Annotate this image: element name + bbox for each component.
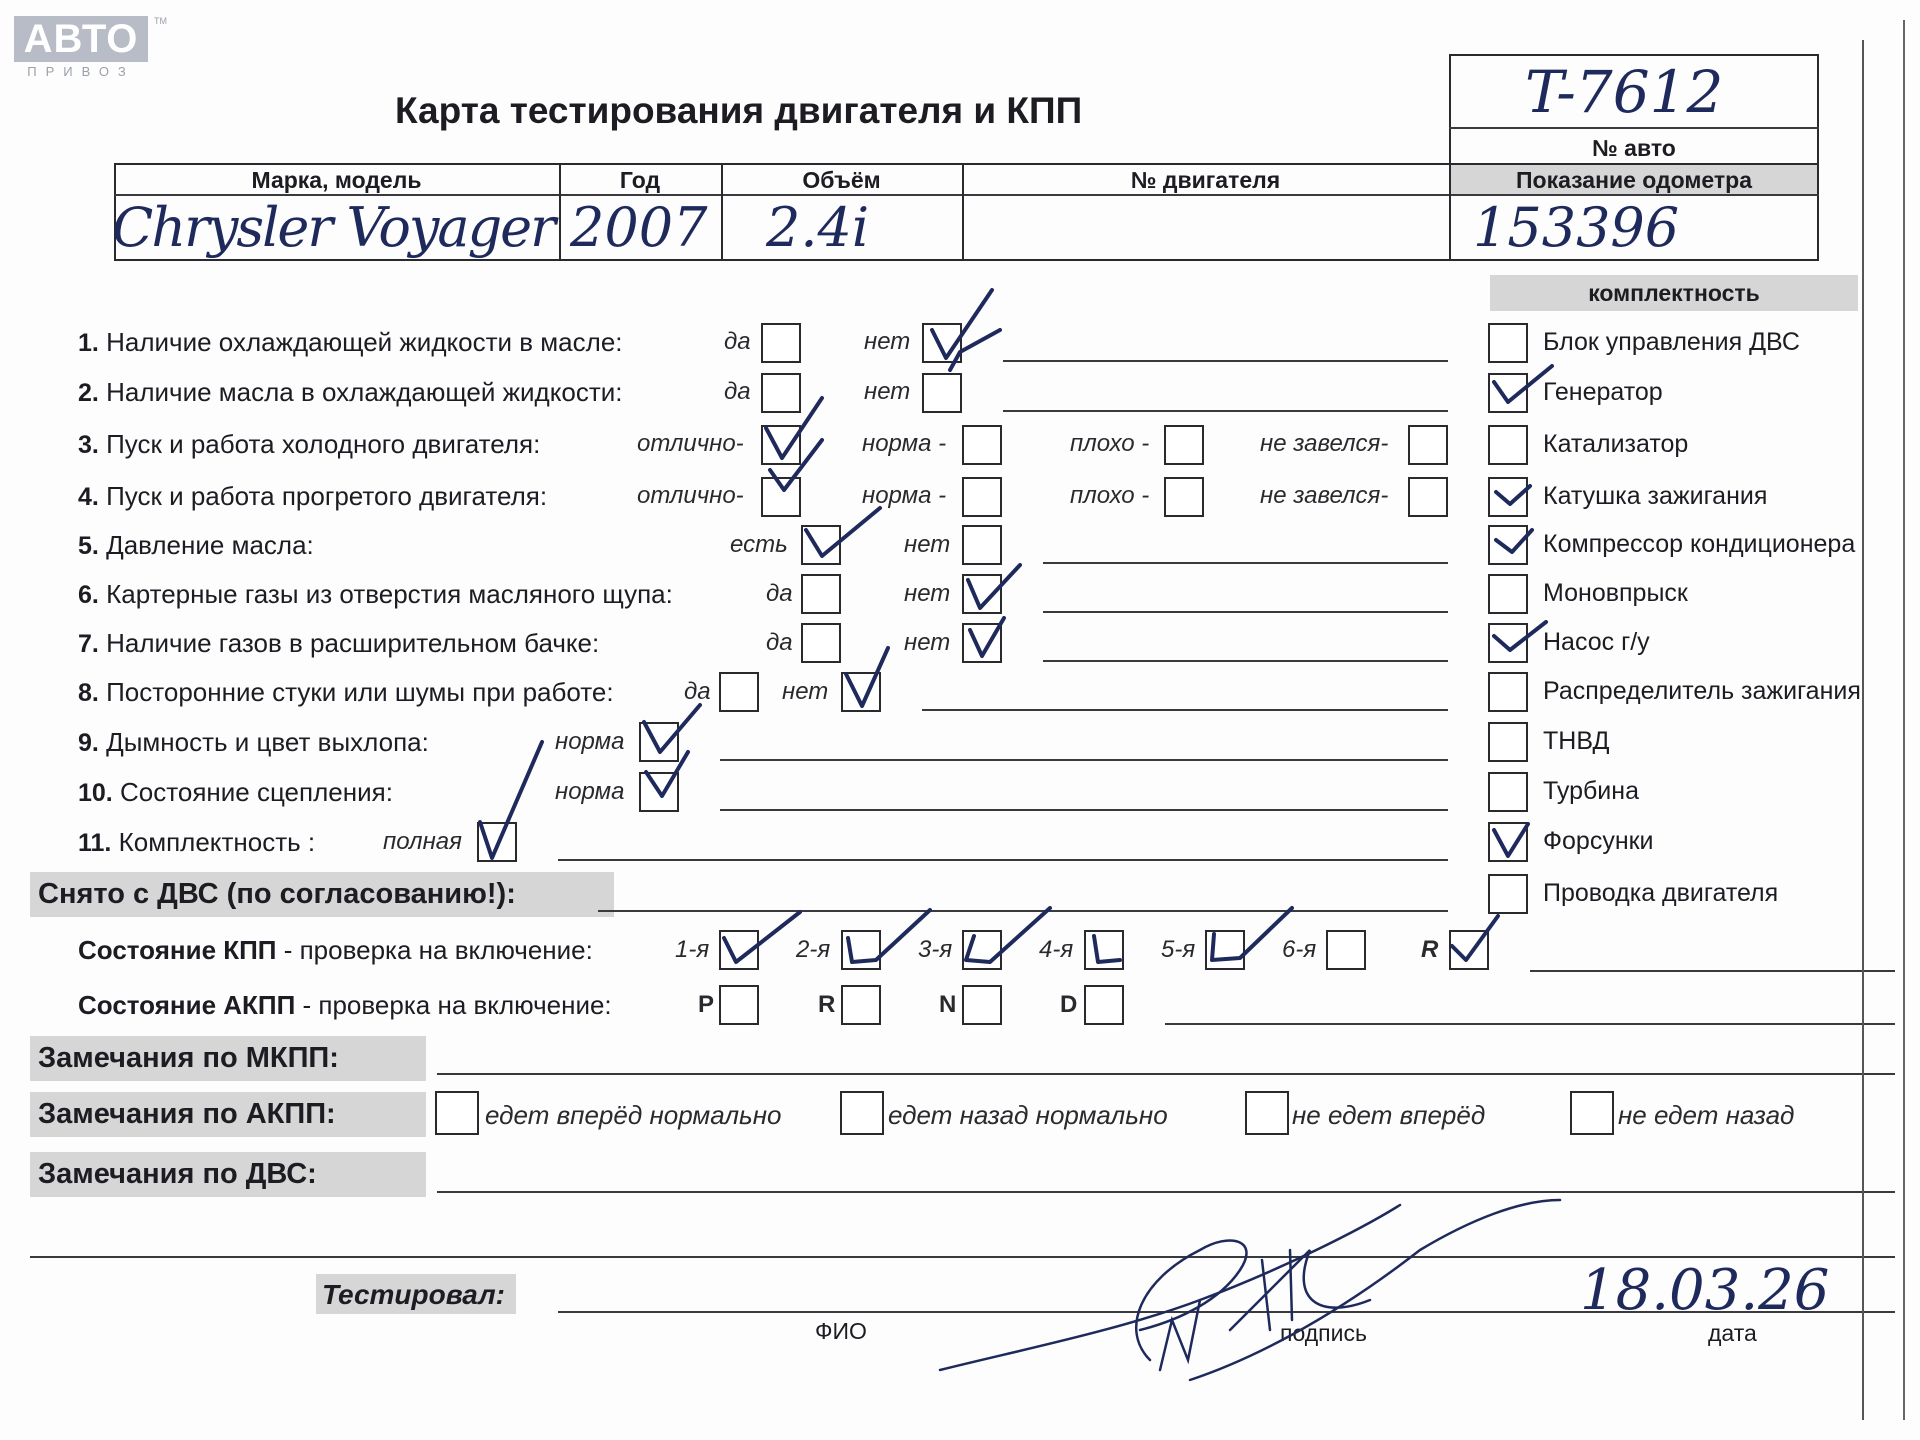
checkbox-akpp-n[interactable]: [962, 985, 1002, 1025]
remarks-dvs-line: [437, 1191, 1895, 1193]
checkbox-kompl-8[interactable]: [1488, 672, 1528, 712]
option-label: нет: [904, 580, 951, 607]
akpp-label-rest: - проверка на включение:: [295, 990, 612, 1020]
gear-label: 4-я: [1039, 936, 1074, 963]
checkbox-q8-no[interactable]: [841, 672, 881, 712]
kompl-item: Блок управления ДВС: [1543, 328, 1800, 356]
checkbox-q4-excellent[interactable]: [761, 477, 801, 517]
question-10: [78, 777, 393, 808]
option-label: плохо -: [1070, 482, 1150, 509]
kpp-label-rest: - проверка на включение:: [276, 935, 593, 965]
question-7: [78, 628, 599, 659]
q6-remark-line: [1043, 611, 1448, 613]
checkbox-kompl-2[interactable]: [1488, 373, 1528, 413]
kompl-item: Катализатор: [1543, 430, 1689, 458]
option-label: нет: [782, 678, 829, 705]
date-label: дата: [1708, 1320, 1757, 1346]
checkbox-gear-6[interactable]: [1326, 930, 1366, 970]
kompl-item: Проводка двигателя: [1543, 879, 1779, 907]
kompl-item: Насос г/у: [1543, 628, 1650, 656]
akpp-gear-label: N: [939, 991, 957, 1018]
option-label: нет: [904, 531, 951, 558]
checkbox-q1-yes[interactable]: [761, 323, 801, 363]
question-8: [78, 677, 614, 708]
q5-remark-line: [1043, 562, 1448, 564]
checkbox-gear-5[interactable]: [1205, 930, 1245, 970]
checkbox-akpp-p[interactable]: [719, 985, 759, 1025]
kpp-label: [78, 935, 593, 966]
question-text: Пуск и работа прогретого двигателя:: [106, 481, 548, 511]
question-number: 6.: [78, 581, 99, 609]
removed-from-engine-heading: Снято с ДВС (по согласованию!):: [30, 872, 614, 917]
signature-label: подпись: [1280, 1320, 1367, 1346]
checkbox-akpp-r[interactable]: [841, 985, 881, 1025]
option-label: плохо -: [1070, 430, 1150, 457]
document-title: Карта тестирования двигателя и КПП: [395, 90, 1083, 131]
value-year: 2007: [570, 196, 708, 259]
question-text: Состояние сцепления:: [120, 777, 393, 807]
checkbox-kompl-5[interactable]: [1488, 525, 1528, 565]
question-text: Наличие охлаждающей жидкости в масле:: [106, 327, 623, 357]
checkbox-akpp-forward-ok[interactable]: [435, 1091, 479, 1135]
kompl-item: Компрессор кондиционера: [1543, 530, 1856, 558]
akpp-gear-label: R: [818, 991, 836, 1018]
checkbox-q5-yes[interactable]: [801, 525, 841, 565]
question-number: 10.: [78, 779, 113, 807]
checkbox-akpp-no-back[interactable]: [1570, 1091, 1614, 1135]
signature: [940, 1200, 1560, 1380]
scan-edge-line: [1862, 40, 1864, 1420]
option-label: норма -: [862, 482, 947, 509]
option-label: да: [724, 378, 751, 405]
checkbox-kompl-6[interactable]: [1488, 574, 1528, 614]
checkbox-q3-excellent[interactable]: [761, 425, 801, 465]
q2-remark-line: [1003, 410, 1448, 412]
option-label: отлично-: [637, 430, 744, 457]
akpp-gear-label: P: [698, 991, 715, 1018]
question-text: Картерные газы из отверстия масляного щупа:: [106, 579, 673, 609]
question-number: 3.: [78, 431, 99, 459]
question-number: 9.: [78, 729, 99, 757]
question-number: 2.: [78, 379, 99, 407]
auto-number-label: № авто: [1592, 135, 1676, 161]
question-1: [78, 327, 623, 358]
avto-privoz-logo: [14, 16, 167, 79]
tested-label: Тестировал:: [322, 1279, 505, 1310]
checkbox-gear-r[interactable]: [1449, 930, 1489, 970]
question-text: Комплектность :: [118, 827, 316, 857]
option-label: нет: [864, 378, 911, 405]
logo-subtext: ПРИВОЗ: [27, 64, 135, 79]
kpp-remark-line: [1530, 970, 1895, 972]
question-3: [78, 429, 540, 460]
checkbox-kompl-3[interactable]: [1488, 425, 1528, 465]
option-label: отлично-: [637, 482, 744, 509]
remarks-mkpp-line: [437, 1073, 1895, 1075]
akpp-option: не едет вперёд: [1292, 1100, 1486, 1130]
question-number: 11.: [78, 829, 112, 857]
question-number: 1.: [78, 329, 99, 357]
checkbox-q3-normal[interactable]: [962, 425, 1002, 465]
kompl-item: ТНВД: [1543, 727, 1610, 755]
checkbox-q4-no-start[interactable]: [1408, 477, 1448, 517]
akpp-option: не едет назад: [1618, 1100, 1795, 1130]
header-odometer: Показание одометра: [1516, 167, 1752, 193]
checkbox-akpp-back-ok[interactable]: [840, 1091, 884, 1135]
fio-label: ФИО: [815, 1318, 867, 1344]
kompl-item: Катушка зажигания: [1543, 482, 1768, 510]
checkbox-q7-yes[interactable]: [801, 623, 841, 663]
question-text: Пуск и работа холодного двигателя:: [106, 429, 541, 459]
question-number: 5.: [78, 532, 99, 560]
gear-label: 2-я: [796, 936, 831, 963]
q8-remark-line: [922, 709, 1448, 711]
akpp-option: едет назад нормально: [888, 1100, 1168, 1130]
scan-edge-line: [1903, 20, 1905, 1420]
checkbox-q4-bad[interactable]: [1164, 477, 1204, 517]
gear-label: 3-я: [918, 936, 953, 963]
question-text: Наличие газов в расширительном бачке:: [106, 628, 600, 658]
akpp-remark-line: [1165, 1023, 1895, 1025]
question-4: [78, 481, 547, 512]
checkbox-q2-yes[interactable]: [761, 373, 801, 413]
option-label: норма: [555, 778, 625, 805]
checkbox-q3-bad[interactable]: [1164, 425, 1204, 465]
question-text: Посторонние стуки или шумы при работе:: [106, 677, 614, 707]
checkbox-q6-no[interactable]: [962, 574, 1002, 614]
question-number: 4.: [78, 483, 99, 511]
q7-remark-line: [1043, 660, 1448, 662]
checkbox-kompl-12[interactable]: [1488, 874, 1528, 914]
header-year: Год: [619, 167, 661, 193]
question-9: [78, 727, 429, 758]
checkbox-q3-no-start[interactable]: [1408, 425, 1448, 465]
komplektnost-header: комплектность: [1490, 275, 1858, 311]
checkbox-q9-normal[interactable]: [639, 722, 679, 762]
checkbox-akpp-no-forward[interactable]: [1245, 1091, 1289, 1135]
gear-label: 1-я: [675, 936, 710, 963]
question-text: Дымность и цвет выхлопа:: [106, 727, 429, 757]
removed-remark-line: [598, 910, 1448, 912]
checkbox-kompl-7[interactable]: [1488, 623, 1528, 663]
question-number: 8.: [78, 679, 99, 707]
option-label: полная: [383, 828, 462, 855]
q1-remark-line: [1003, 360, 1448, 362]
logo-text: АВТО: [14, 16, 148, 62]
checkbox-kompl-10[interactable]: [1488, 772, 1528, 812]
option-label: да: [766, 629, 793, 656]
header-volume: Объём: [802, 167, 881, 193]
kompl-item: Моновпрыск: [1543, 579, 1688, 607]
option-label: да: [766, 580, 793, 607]
gear-label: 5-я: [1161, 936, 1196, 963]
kompl-item: Форсунки: [1543, 827, 1654, 855]
auto-number-divider: [1449, 127, 1819, 129]
checkbox-gear-1[interactable]: [719, 930, 759, 970]
checkbox-q6-yes[interactable]: [801, 574, 841, 614]
gear-label: R: [1421, 936, 1439, 963]
question-text: Наличие масла в охлаждающей жидкости:: [106, 377, 623, 407]
value-odometer: 153396: [1473, 196, 1680, 259]
akpp-gear-label: D: [1060, 991, 1078, 1018]
auto-number-value: T-7612: [1525, 58, 1724, 126]
logo-tm: TM: [154, 16, 167, 26]
question-text: Давление масла:: [106, 530, 314, 560]
checkbox-q2-no[interactable]: [922, 373, 962, 413]
checkbox-akpp-d[interactable]: [1084, 985, 1124, 1025]
option-label: да: [724, 328, 751, 355]
kompl-item: Распределитель зажигания: [1543, 677, 1861, 705]
option-label: нет: [864, 328, 911, 355]
header-brand-model: Марка, модель: [251, 167, 422, 193]
option-label: не завелся-: [1260, 430, 1389, 457]
question-5: [78, 530, 314, 561]
option-label: норма: [555, 728, 625, 755]
checkbox-q4-normal[interactable]: [962, 477, 1002, 517]
gear-label: 6-я: [1282, 936, 1317, 963]
checkbox-q8-yes[interactable]: [719, 672, 759, 712]
kompl-item: Генератор: [1543, 378, 1663, 406]
option-label: есть: [730, 531, 788, 558]
date-value: 18.03.26: [1580, 1258, 1830, 1323]
option-label: норма -: [862, 430, 947, 457]
checkbox-q10-normal[interactable]: [639, 772, 679, 812]
checkbox-q5-no[interactable]: [962, 525, 1002, 565]
option-label: да: [684, 678, 711, 705]
question-11: [78, 827, 315, 858]
checkbox-gear-4[interactable]: [1084, 930, 1124, 970]
akpp-label: [78, 990, 612, 1021]
checkbox-gear-2[interactable]: [841, 930, 881, 970]
question-number: 7.: [78, 630, 99, 658]
akpp-option: едет вперёд нормально: [485, 1100, 782, 1130]
option-label: не завелся-: [1260, 482, 1389, 509]
option-label: нет: [904, 629, 951, 656]
value-brand-model: Chrysler Voyager: [112, 196, 554, 259]
checkbox-gear-3[interactable]: [962, 930, 1002, 970]
question-2: [78, 377, 623, 408]
q9-remark-line: [720, 759, 1448, 761]
checkbox-q1-no[interactable]: [922, 323, 962, 363]
question-6: [78, 579, 673, 610]
value-volume: 2.4i: [766, 196, 870, 259]
q11-remark-line: [558, 859, 1448, 861]
remarks-dvs-heading: Замечания по ДВС:: [30, 1152, 426, 1197]
kpp-label-bold: Состояние КПП: [78, 935, 277, 965]
header-engine-number: № двигателя: [1130, 167, 1281, 193]
checkbox-q7-no[interactable]: [962, 623, 1002, 663]
checkbox-q11-full[interactable]: [477, 822, 517, 862]
remarks-akpp-heading: Замечания по АКПП:: [30, 1092, 426, 1137]
checkbox-kompl-1[interactable]: [1488, 323, 1528, 363]
checkbox-kompl-11[interactable]: [1488, 822, 1528, 862]
remarks-mkpp-heading: Замечания по МКПП:: [30, 1036, 426, 1081]
q10-remark-line: [720, 809, 1448, 811]
akpp-label-bold: Состояние АКПП: [78, 990, 296, 1020]
checkbox-kompl-9[interactable]: [1488, 722, 1528, 762]
kompl-item: Турбина: [1543, 777, 1639, 805]
checkbox-kompl-4[interactable]: [1488, 477, 1528, 517]
